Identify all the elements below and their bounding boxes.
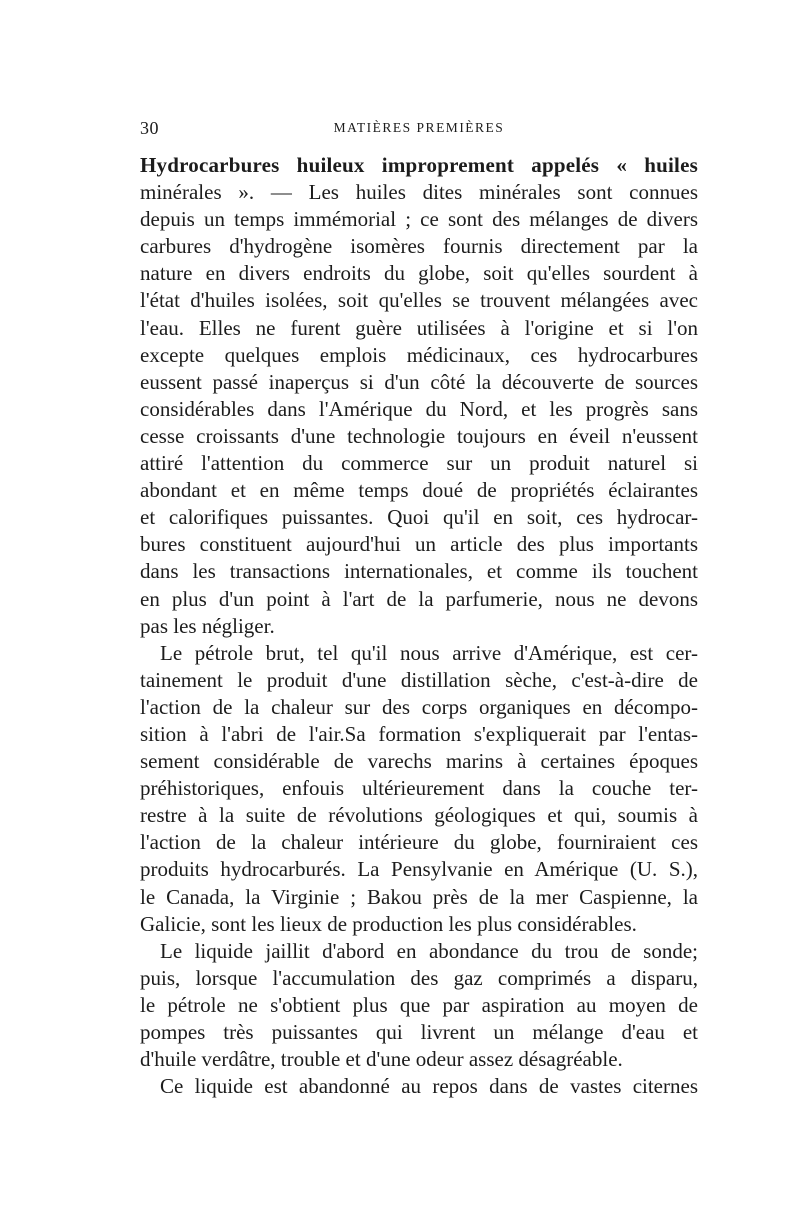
body-text bbox=[140, 152, 698, 1100]
text-line: Le pétrole brut, tel qu'il nous arrive d'Amérique, est cer- bbox=[160, 640, 698, 665]
text-line: nature en divers endroits du globe, soit qu'elles sourdent à bbox=[140, 261, 698, 286]
text-line: eussent passé inaperçus si d'un côté la découverte de sources bbox=[140, 369, 698, 394]
text-line: sition à l'abri de l'air.Sa formation s'expliquerait par l'entas- bbox=[140, 721, 698, 746]
text-line: excepte quelques emplois médicinaux, ces hydrocarbures bbox=[140, 342, 698, 367]
text-line: l'action de la chaleur sur des corps organiques en décompo- bbox=[140, 694, 698, 719]
text-line: depuis un temps immémorial ; ce sont des mélanges de divers bbox=[140, 207, 698, 232]
text-line: considérables dans l'Amérique du Nord, et les progrès sans bbox=[140, 396, 698, 421]
text-line: carbures d'hydrogène isomères fournis directement par la bbox=[140, 234, 698, 259]
text-line: bures constituent aujourd'hui un article des plus importants bbox=[140, 532, 698, 557]
text-line: minérales ». — Les huiles dites minérales sont connues bbox=[140, 180, 698, 205]
page-number: 30 bbox=[140, 118, 159, 138]
text-line: tainement le produit d'une distillation sèche, c'est-à-dire de bbox=[140, 667, 698, 692]
page-header bbox=[140, 118, 698, 142]
text-line: l'eau. Elles ne furent guère utilisées à l'origine et si l'on bbox=[140, 315, 698, 340]
text-line: attiré l'attention du commerce sur un produit naturel si bbox=[140, 451, 698, 476]
text-line: pompes très puissantes qui livrent un mélange d'eau et bbox=[140, 1020, 698, 1044]
text-line: l'action de la chaleur intérieure du globe, fourniraient ces bbox=[140, 830, 698, 855]
text-line: d'huile verdâtre, trouble et d'une odeur assez désagréable. bbox=[140, 1047, 623, 1072]
text-line: Galicie, sont les lieux de production les plus considérables. bbox=[140, 911, 637, 936]
text-line: préhistoriques, enfouis ultérieurement dans la couche ter- bbox=[140, 776, 698, 801]
text-line: en plus d'un point à l'art de la parfumerie, nous ne devons bbox=[140, 586, 698, 611]
text-line: Le liquide jaillit d'abord en abondance du trou de sonde; bbox=[160, 938, 698, 963]
text-line: pas les négliger. bbox=[140, 613, 275, 638]
text-line: cesse croissants d'une technologie toujours en éveil n'eussent bbox=[140, 423, 698, 448]
text-line: l'état d'huiles isolées, soit qu'elles se trouvent mélangées avec bbox=[140, 288, 698, 313]
text-line: produits hydrocarburés. La Pensylvanie en Amérique (U. S.), bbox=[140, 857, 698, 882]
text-line: sement considérable de varechs marins à certaines époques bbox=[140, 749, 698, 774]
text-line: Ce liquide est abandonné au repos dans de vastes citernes bbox=[160, 1074, 698, 1099]
text-line: dans les transactions internationales, et comme ils touchent bbox=[140, 559, 698, 584]
section-heading-line: Hydrocarbures huileux improprement appelés « huiles bbox=[140, 153, 698, 177]
text-line: restre à la suite de révolutions géologiques et qui, soumis à bbox=[140, 803, 698, 828]
text-line: et calorifiques puissantes. Quoi qu'il en soit, ces hydrocar- bbox=[140, 505, 698, 530]
text-line: puis, lorsque l'accumulation des gaz comprimés a disparu, bbox=[140, 965, 698, 990]
text-line: le pétrole ne s'obtient plus que par aspiration au moyen de bbox=[140, 992, 698, 1017]
text-line: le Canada, la Virginie ; Bakou près de la mer Caspienne, la bbox=[140, 884, 698, 909]
running-head: MATIÈRES PREMIÈRES bbox=[333, 120, 505, 135]
text-line: abondant et en même temps doué de propriétés éclairantes bbox=[140, 478, 698, 503]
